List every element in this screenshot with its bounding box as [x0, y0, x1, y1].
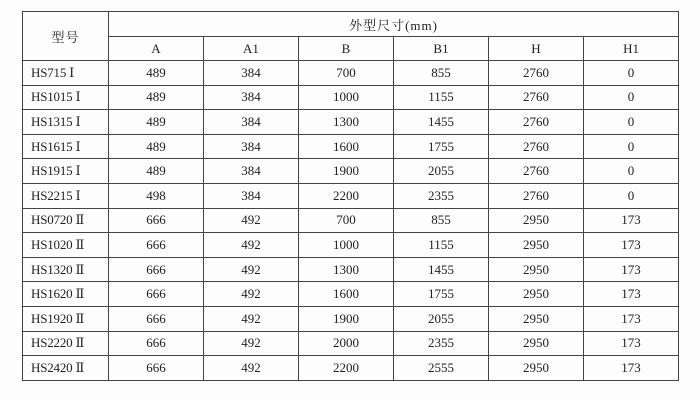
- a-cell: 489: [109, 85, 204, 110]
- table-row: [23, 183, 679, 208]
- b1-cell: 2555: [394, 356, 489, 381]
- a-cell: 489: [109, 110, 204, 135]
- a-cell: 489: [109, 61, 204, 86]
- a1-cell: 492: [204, 257, 299, 282]
- table-row: [23, 61, 679, 86]
- b1-cell: 855: [394, 208, 489, 233]
- table-row: [23, 134, 679, 159]
- a1-cell: 384: [204, 61, 299, 86]
- b-cell: 1300: [299, 257, 394, 282]
- h1-cell: 173: [584, 282, 679, 307]
- h1-cell: 0: [584, 183, 679, 208]
- a-cell: 666: [109, 257, 204, 282]
- h1-cell: 173: [584, 257, 679, 282]
- a1-cell: 492: [204, 331, 299, 356]
- a1-cell: 384: [204, 85, 299, 110]
- b1-cell: 1755: [394, 282, 489, 307]
- a-cell: 498: [109, 183, 204, 208]
- h-cell: 2760: [489, 85, 584, 110]
- table-row: [23, 306, 679, 331]
- h-cell: 2950: [489, 257, 584, 282]
- h1-cell: 173: [584, 356, 679, 381]
- table-row: [23, 110, 679, 135]
- b-cell: 1000: [299, 233, 394, 258]
- table-row: [23, 257, 679, 282]
- b1-cell: 1755: [394, 134, 489, 159]
- a1-cell: 492: [204, 306, 299, 331]
- h1-cell: 0: [584, 85, 679, 110]
- h-cell: 2950: [489, 356, 584, 381]
- a-cell: 666: [109, 282, 204, 307]
- table-row: [23, 282, 679, 307]
- h-cell: 2950: [489, 208, 584, 233]
- h-cell: 2760: [489, 159, 584, 184]
- column-header-b1: B1: [394, 37, 489, 61]
- model-cell: HS1315 Ⅰ: [23, 110, 109, 135]
- h1-cell: 0: [584, 61, 679, 86]
- h1-cell: 173: [584, 233, 679, 258]
- model-cell: HS2220 Ⅱ: [23, 331, 109, 356]
- h-cell: 2950: [489, 306, 584, 331]
- h-cell: 2760: [489, 61, 584, 86]
- b-cell: 2000: [299, 331, 394, 356]
- table-row: [23, 85, 679, 110]
- outer-dimensions-header: 外型尺寸(mm): [109, 12, 679, 37]
- a-cell: 666: [109, 233, 204, 258]
- model-column-header: 型号: [23, 12, 109, 61]
- b-cell: 1900: [299, 306, 394, 331]
- h-cell: 2950: [489, 331, 584, 356]
- h1-cell: 173: [584, 331, 679, 356]
- h1-cell: 0: [584, 134, 679, 159]
- column-header-h1: H1: [584, 37, 679, 61]
- model-cell: HS1920 Ⅱ: [23, 306, 109, 331]
- h1-cell: 173: [584, 208, 679, 233]
- a-cell: 666: [109, 306, 204, 331]
- a1-cell: 384: [204, 183, 299, 208]
- column-header-h: H: [489, 37, 584, 61]
- model-cell: HS0720 Ⅱ: [23, 208, 109, 233]
- dimensions-table: [22, 11, 679, 381]
- h-cell: 2760: [489, 183, 584, 208]
- h1-cell: 0: [584, 159, 679, 184]
- h-cell: 2950: [489, 282, 584, 307]
- a1-cell: 384: [204, 159, 299, 184]
- column-header-a: A: [109, 37, 204, 61]
- b-cell: 700: [299, 61, 394, 86]
- a1-cell: 492: [204, 356, 299, 381]
- b1-cell: 1455: [394, 110, 489, 135]
- a1-cell: 492: [204, 208, 299, 233]
- b-cell: 1600: [299, 282, 394, 307]
- h-cell: 2760: [489, 134, 584, 159]
- h-cell: 2950: [489, 233, 584, 258]
- model-cell: HS1015 Ⅰ: [23, 85, 109, 110]
- column-header-a1: A1: [204, 37, 299, 61]
- b-cell: 1900: [299, 159, 394, 184]
- b1-cell: 2055: [394, 159, 489, 184]
- b-cell: 2200: [299, 183, 394, 208]
- table-header: [23, 12, 679, 61]
- table-body: [23, 61, 679, 381]
- b1-cell: 2355: [394, 183, 489, 208]
- b-cell: 1000: [299, 85, 394, 110]
- b-cell: 2200: [299, 356, 394, 381]
- column-header-b: B: [299, 37, 394, 61]
- b1-cell: 855: [394, 61, 489, 86]
- h-cell: 2760: [489, 110, 584, 135]
- model-cell: HS2215 Ⅰ: [23, 183, 109, 208]
- a-cell: 489: [109, 134, 204, 159]
- b-cell: 1300: [299, 110, 394, 135]
- a1-cell: 384: [204, 134, 299, 159]
- model-cell: HS2420 Ⅱ: [23, 356, 109, 381]
- b-cell: 1600: [299, 134, 394, 159]
- b1-cell: 2355: [394, 331, 489, 356]
- h1-cell: 173: [584, 306, 679, 331]
- b-cell: 700: [299, 208, 394, 233]
- b1-cell: 1155: [394, 85, 489, 110]
- b1-cell: 1155: [394, 233, 489, 258]
- b1-cell: 2055: [394, 306, 489, 331]
- model-cell: HS1915 Ⅰ: [23, 159, 109, 184]
- b1-cell: 1455: [394, 257, 489, 282]
- table-row: [23, 159, 679, 184]
- table-row: [23, 233, 679, 258]
- a-cell: 666: [109, 331, 204, 356]
- a1-cell: 492: [204, 233, 299, 258]
- model-cell: HS715 Ⅰ: [23, 61, 109, 86]
- table-row: [23, 356, 679, 381]
- model-cell: HS1320 Ⅱ: [23, 257, 109, 282]
- table-row: [23, 331, 679, 356]
- a-cell: 666: [109, 356, 204, 381]
- a1-cell: 384: [204, 110, 299, 135]
- h1-cell: 0: [584, 110, 679, 135]
- model-cell: HS1620 Ⅱ: [23, 282, 109, 307]
- a-cell: 489: [109, 159, 204, 184]
- model-cell: HS1615 Ⅰ: [23, 134, 109, 159]
- a1-cell: 492: [204, 282, 299, 307]
- table-row: [23, 208, 679, 233]
- a-cell: 666: [109, 208, 204, 233]
- model-cell: HS1020 Ⅱ: [23, 233, 109, 258]
